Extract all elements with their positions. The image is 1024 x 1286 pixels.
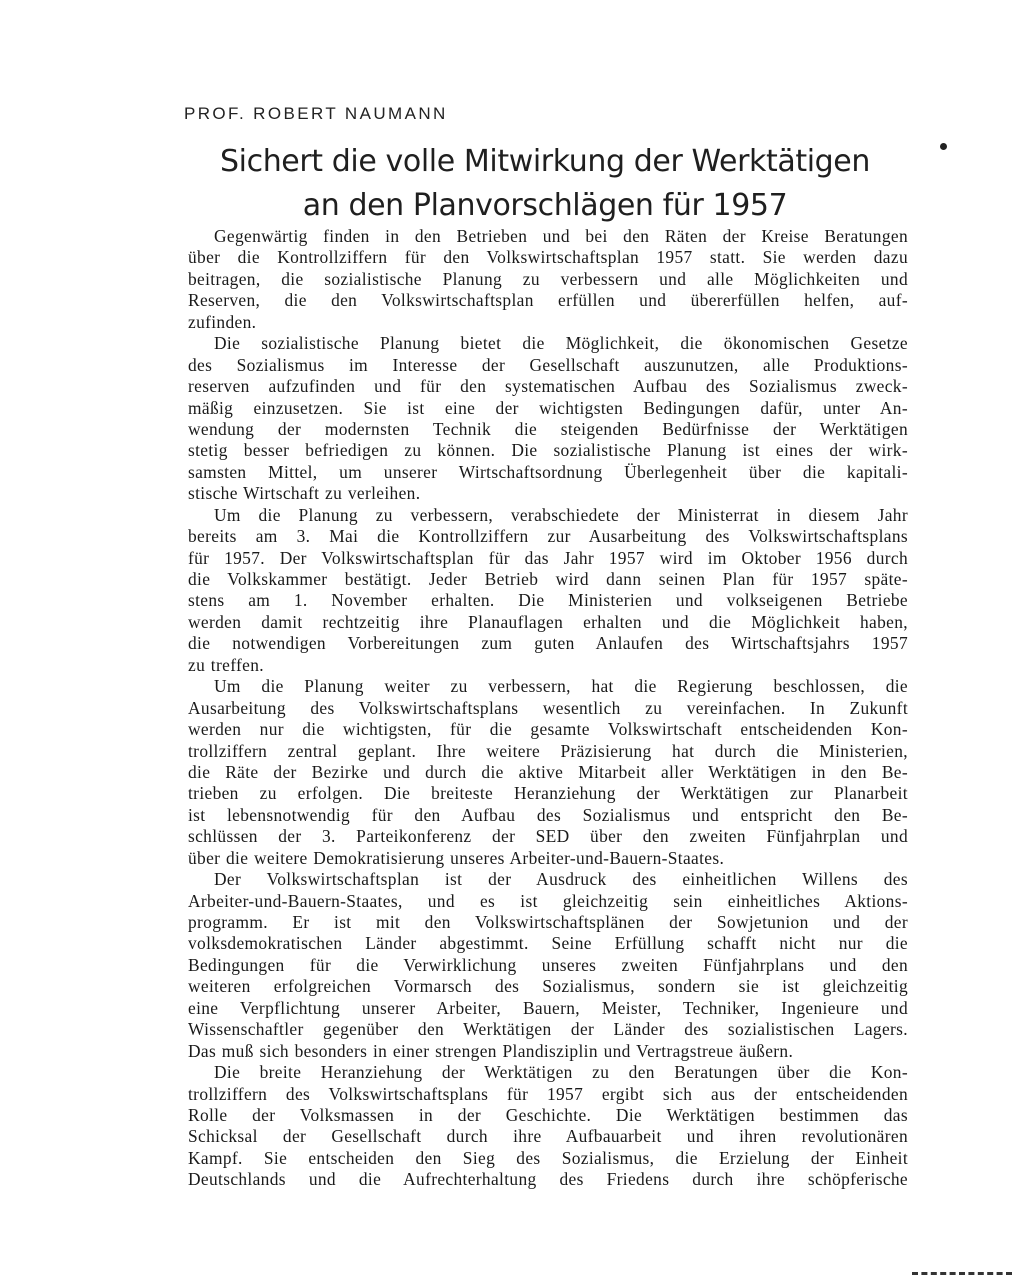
body-line: die Volkskammer bestätigt. Jeder Betrieb wird dann seinen Plan für 1957 späte- [188, 569, 908, 589]
title-line-2: an den Planvorschlägen für 1957 [302, 188, 788, 223]
body-line: wendung der modernsten Technik die steigenden Bedürfnisse der Werktätigen [188, 418, 908, 439]
author-name: PROF. ROBERT NAUMANN [184, 104, 448, 123]
body-line: Schicksal der Gesellschaft durch ihre Aufbauarbeit und ihren revolutionären [188, 1126, 908, 1147]
body-line: Das muß sich besonders in einer strengen Plandisziplin und Vertragstreue äußern. [188, 1040, 794, 1061]
body-line: stetig besser befriedigen zu können. Die sozialistische Planung ist eines der wirk- [188, 440, 908, 461]
body-line: zufinden. [188, 311, 257, 332]
body-line: Deutschlands und die Aufrechterhaltung des Friedens durch ihre schöpferische [188, 1169, 908, 1190]
body-line: über die Kontrollziffern für den Volkswirtschaftsplan 1957 statt. Sie werden dazu [188, 247, 908, 268]
body-line: stens am 1. November erhalten. Die Ministerien und volkseigenen Betriebe [188, 590, 908, 611]
article-body [188, 226, 908, 1191]
body-line: stische Wirtschaft zu verleihen. [188, 483, 421, 504]
body-line: Bedingungen für die Verwirklichung unseres zweiten Fünfjahrplans und den [188, 954, 908, 975]
body-line: Arbeiter-und-Bauern-Staates, und es ist gleichzeitig sein einheitliches Aktions- [188, 890, 908, 911]
body-line: beitragen, die sozialistische Planung zu verbessern und alle Möglichkeiten und [188, 268, 908, 289]
body-line: zu treffen. [188, 654, 264, 675]
body-line: Reserven, die den Volkswirtschaftsplan erfüllen und übererfüllen helfen, auf- [188, 290, 908, 311]
body-line: trollziffern des Volkswirtschaftsplans für 1957 ergibt sich aus der entscheidenden [188, 1083, 908, 1104]
title-line-1: Sichert die volle Mitwirkung der Werktätigen [220, 144, 870, 179]
margin-dot [940, 143, 947, 150]
body-line: Der Volkswirtschaftsplan ist der Ausdruck des einheitlichen Willens des [214, 869, 908, 890]
body-line: die Räte der Bezirke und durch die aktive Mitarbeit aller Werktätigen in den Be- [188, 761, 908, 782]
body-line: Die breite Heranziehung der Werktätigen zu den Beratungen über die Kon- [214, 1062, 908, 1083]
body-line: des Sozialismus im Interesse der Gesellschaft auszunutzen, alle Produktions- [188, 354, 908, 375]
body-line: samsten Mittel, um unserer Wirtschaftsordnung Überlegenheit über die kapitali- [188, 461, 908, 482]
body-line: reserven aufzufinden und für den systematischen Aufbau des Sozialismus zweck- [188, 376, 908, 397]
body-line: trollziffern zentral geplant. Ihre weitere Präzisierung hat durch die Ministerien, [188, 740, 908, 761]
article-title [200, 140, 890, 228]
body-line: volksdemokratischen Länder abgestimmt. Seine Erfüllung schafft nicht nur die [188, 933, 908, 954]
body-line: eine Verpflichtung unserer Arbeiter, Bauern, Meister, Techniker, Ingenieure und [188, 997, 908, 1018]
body-line: Gegenwärtig finden in den Betrieben und bei den Räten der Kreise Beratungen [214, 226, 908, 246]
body-line: die notwendigen Vorbereitungen zum guten Anlaufen des Wirtschaftsjahrs 1957 [188, 633, 908, 654]
body-line: Ausarbeitung des Volkswirtschaftsplans wesentlich zu vereinfachen. In Zukunft [188, 697, 908, 718]
scan-edge-mark [912, 1272, 1012, 1279]
body-line: mäßig einzusetzen. Sie ist eine der wichtigsten Bedingungen dafür, unter An- [188, 397, 908, 418]
body-line: werden nur die wichtigsten, für die gesamte Volkswirtschaft entscheidenden Kon- [188, 719, 908, 740]
body-line: Um die Planung zu verbessern, verabschiedete der Ministerrat in diesem Jahr [214, 504, 908, 525]
body-line: Kampf. Sie entscheiden den Sieg des Sozialismus, die Erzielung der Einheit [188, 1147, 908, 1168]
body-line: werden damit rechtzeitig ihre Planauflagen erhalten und die Möglichkeit haben, [188, 611, 908, 632]
body-line: trieben zu erfolgen. Die breiteste Heranziehung der Werktätigen zur Planarbeit [188, 783, 908, 804]
body-line: für 1957. Der Volkswirtschaftsplan für das Jahr 1957 wird im Oktober 1956 durch [188, 547, 908, 568]
body-line: Wissenschaftler gegenüber den Werktätigen der Länder des sozialistischen Lagers. [188, 1019, 908, 1040]
body-line: weiteren erfolgreichen Vormarsch des Sozialismus, sondern sie ist gleichzeitig [188, 976, 908, 997]
body-line: programm. Er ist mit den Volkswirtschaftsplänen der Sowjetunion und der [188, 912, 908, 932]
body-line: über die weitere Demokratisierung unseres Arbeiter-und-Bauern-Staates. [188, 847, 725, 868]
body-line: ist lebensnotwendig für den Aufbau des Sozialismus und entspricht den Be- [188, 804, 908, 825]
body-line: bereits am 3. Mai die Kontrollziffern zur Ausarbeitung des Volkswirtschaftsplans [188, 526, 908, 547]
body-line: Um die Planung weiter zu verbessern, hat die Regierung beschlossen, die [214, 676, 908, 697]
body-line: schlüssen der 3. Parteikonferenz der SED über den zweiten Fünfjahrplan und [188, 826, 908, 847]
body-line: Rolle der Volksmassen in der Geschichte. Die Werktätigen bestimmen das [188, 1104, 908, 1125]
body-line: Die sozialistische Planung bietet die Möglichkeit, die ökonomischen Gesetze [214, 333, 908, 354]
